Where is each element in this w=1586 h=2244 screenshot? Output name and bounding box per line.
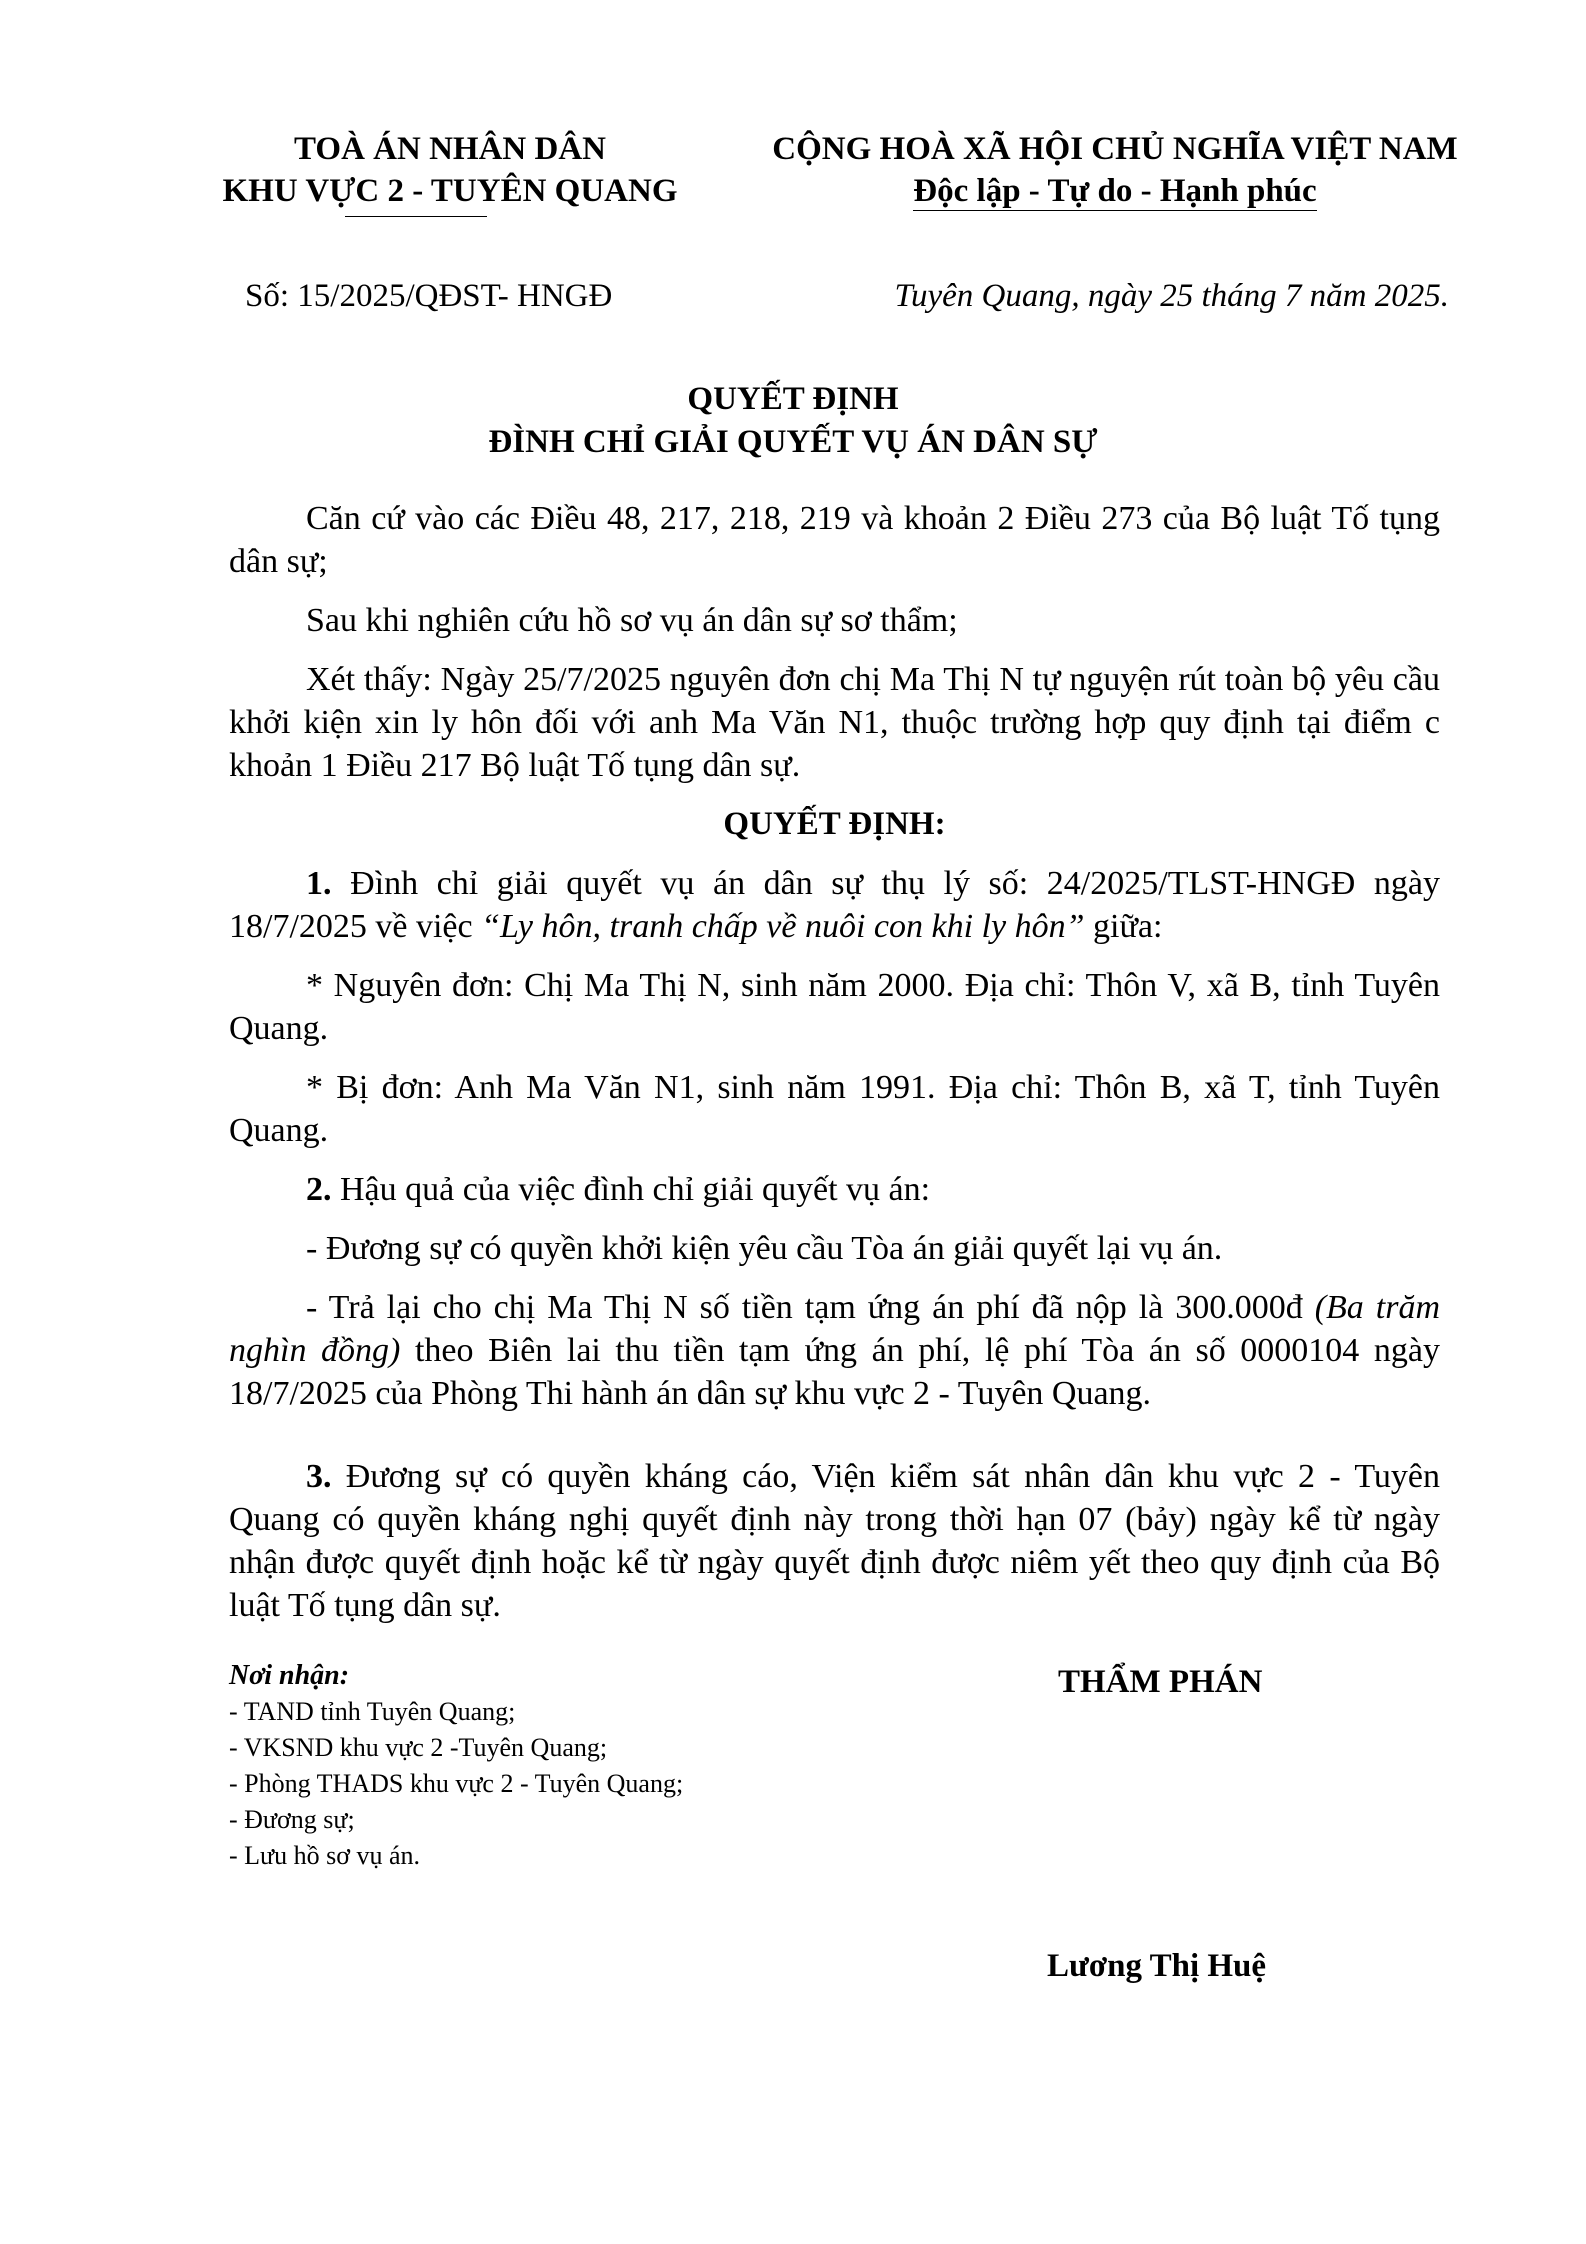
court-name-line1: TOÀ ÁN NHÂN DÂN [294,131,606,167]
item-3-text: Đương sự có quyền kháng cáo, Viện kiểm sát nhân dân khu vực 2 - Tuyên Quang có quyền kháng nghị quyết định này trong thời hạn 07 (bảy) ngày kể từ ngày nhận được quyết định hoặc kể từ ngày quyết định được niêm yết theo quy định của Bộ luật Tố tụng dân sự. [229,1458,1440,1624]
document-body [229,497,1440,1627]
recipients [229,1658,683,1874]
item-2-refund [229,1286,1440,1415]
title-line1: QUYẾT ĐỊNH [687,381,899,417]
item-1-tail: giữa: [1084,908,1163,945]
place-date: Tuyên Quang, ngày 25 tháng 7 năm 2025. [894,278,1449,314]
findings: Xét thấy: Ngày 25/7/2025 nguyên đơn chị Ma Thị N tự nguyện rút toàn bộ yêu cầu khởi kiện xin ly hôn đối với anh Ma Văn N1, thuộc trường hợp quy định tại điểm c khoản 1 Điều 217 Bộ luật Tố tụng dân sự. [229,661,1440,784]
motto [725,170,1505,212]
recipient-item: - Phòng THADS khu vực 2 - Tuyên Quang; [229,1769,684,1798]
decision-heading: QUYẾT ĐỊNH: [723,806,946,842]
country-name: CỘNG HOÀ XÃ HỘI CHỦ NGHĨA VIỆT NAM [772,131,1458,167]
item-1 [229,862,1440,948]
defendant: * Bị đơn: Anh Ma Văn N1, sinh năm 1991. Địa chỉ: Thôn B, xã T, tỉnh Tuyên Quang. [229,1069,1440,1149]
motto-text: Độc lập - Tự do - Hạnh phúc [913,173,1317,209]
recipients-heading: Nơi nhận: [229,1660,350,1691]
refund-text: - Trả lại cho chị Ma Thị N số tiền tạm ứng án phí đã nộp là 300.000đ [306,1289,1315,1326]
court-name-line2: KHU VỰC 2 - TUYÊN QUANG [222,173,678,209]
item-3 [229,1455,1440,1627]
signer-name: Lương Thị Huệ [1047,1948,1267,1984]
title-line2: ĐÌNH CHỈ GIẢI QUYẾT VỤ ÁN DÂN SỰ [488,424,1098,460]
recipient-item: - VKSND khu vực 2 -Tuyên Quang; [229,1733,608,1762]
court-underline [345,216,487,217]
legal-basis: Căn cứ vào các Điều 48, 217, 218, 219 và khoản 2 Điều 273 của Bộ luật Tố tụng dân sự; [229,500,1440,580]
refund-receipt: theo Biên lai thu tiền tạm ứng án phí, lệ phí Tòa án số 0000104 ngày 18/7/2025 của Phòng Thi hành án dân sự khu vực 2 - Tuyên Quang. [229,1332,1440,1412]
recipient-item: - TAND tỉnh Tuyên Quang; [229,1697,516,1726]
recipient-item: - Đương sự; [229,1805,355,1834]
item-2 [229,1168,1440,1211]
item-2-right: - Đương sự có quyền khởi kiện yêu cầu Tòa án giải quyết lại vụ án. [306,1230,1223,1267]
item-2-number: 2. [306,1171,332,1208]
review-statement: Sau khi nghiên cứu hồ sơ vụ án dân sự sơ thẩm; [306,602,958,639]
case-subject: “Ly hôn, tranh chấp về nuôi con khi ly hôn” [481,908,1085,945]
national-motto [725,128,1505,212]
item-2-text: Hậu quả của việc đình chỉ giải quyết vụ án: [331,1171,931,1208]
recipient-item: - Lưu hồ sơ vụ án. [229,1841,421,1870]
item-1-number: 1. [306,865,332,902]
signer-title: THẨM PHÁN [1058,1664,1263,1700]
plaintiff: * Nguyên đơn: Chị Ma Thị N, sinh năm 2000. Địa chỉ: Thôn V, xã B, tỉnh Tuyên Quang. [229,967,1440,1047]
decision-number: Số: 15/2025/QĐST- HNGĐ [245,278,613,314]
item-3-number: 3. [306,1458,332,1495]
court-name [190,128,710,212]
item-1-text: Đình chỉ giải quyết vụ án dân sự thụ lý số: 24/2025/TLST-HNGĐ ngày 18/7/2025 về việc [229,865,1440,945]
refund-amount-words: (Ba trăm nghìn đồng) [229,1289,1441,1369]
document-title [0,378,1586,464]
